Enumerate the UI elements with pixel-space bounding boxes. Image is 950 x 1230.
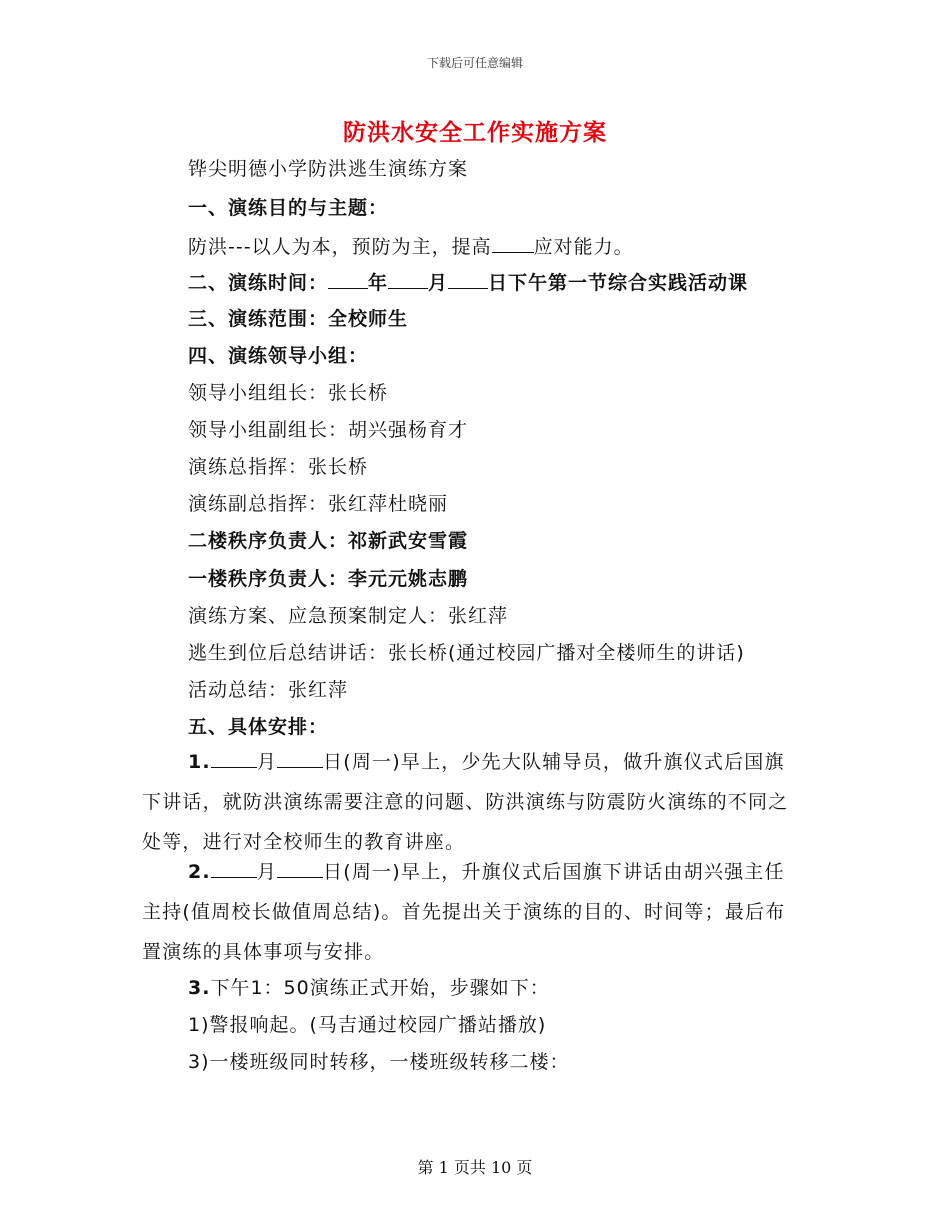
year-label: 年 <box>368 272 389 294</box>
month-label: 月 <box>256 751 278 773</box>
arrangement-item-2 <box>142 852 802 972</box>
arrangement-item-3 <box>188 975 550 1001</box>
section-1-heading: 一、演练目的与主题： <box>188 197 389 219</box>
role-line: 演练副总指挥：张红萍杜晓丽 <box>188 493 449 515</box>
month-label: 月 <box>256 861 278 883</box>
section-1-text-a: 防洪---以人为本，预防为主，提高 <box>188 236 492 258</box>
page-footer: 第 1 页共 10 页 <box>417 1158 533 1177</box>
section-4-heading: 四、演练领导小组： <box>188 345 369 367</box>
item-text: 日(周一)早上，升旗仪式后国旗下讲话由胡兴强主任主持(值周校长做值周总结)。首先提出关于演练的目的、时间等；最后布置演练的具体事项与安排。 <box>142 861 786 963</box>
arrangement-item-1 <box>142 742 802 862</box>
role-line-bold: 一楼秩序负责人：李元元姚志鹏 <box>188 568 469 590</box>
section-2-heading <box>188 268 748 296</box>
month-label: 月 <box>428 272 449 294</box>
blank-line <box>492 232 534 253</box>
blank-line <box>328 268 368 289</box>
blank-line <box>448 268 488 289</box>
blank-line <box>277 747 323 768</box>
section-5-heading: 五、具体安排： <box>188 716 329 738</box>
item-text: 下午1：50演练正式开始，步骤如下： <box>210 977 550 999</box>
role-line: 演练总指挥：张长桥 <box>188 456 369 478</box>
item-number: 1. <box>188 751 211 773</box>
item-number: 2. <box>188 861 211 883</box>
step-line: 3)一楼班级同时转移，一楼班级转移二楼： <box>188 1051 570 1073</box>
role-line: 活动总结：张红萍 <box>188 679 349 701</box>
document-title: 防洪水安全工作实施方案 <box>343 120 607 146</box>
subtitle: 铧尖明德小学防洪逃生演练方案 <box>188 158 469 180</box>
section-1-text-b: 应对能力。 <box>533 236 634 258</box>
item-number: 3. <box>188 977 211 999</box>
section-1-text <box>188 232 634 260</box>
blank-line <box>211 857 257 878</box>
section-3-heading: 三、演练范围：全校师生 <box>188 308 409 330</box>
role-line: 领导小组副组长：胡兴强杨育才 <box>188 419 469 441</box>
blank-line <box>211 747 257 768</box>
role-line: 演练方案、应急预案制定人：张红萍 <box>188 605 509 627</box>
section-2-label: 二、演练时间： <box>188 272 329 294</box>
page-header: 下载后可任意编辑 <box>426 56 523 70</box>
blank-line <box>277 857 323 878</box>
role-line: 逃生到位后总结讲话：张长桥(通过校园广播对全楼师生的讲话) <box>188 642 745 664</box>
item-text: 日(周一)早上，少先大队辅导员，做升旗仪式后国旗下讲话，就防洪演练需要注意的问题、防洪演练与防震防火演练的不同之处等，进行对全校师生的教育讲座。 <box>142 751 789 853</box>
step-line: 1)警报响起。(马吉通过校园广播站播放) <box>188 1014 547 1036</box>
blank-line <box>388 268 428 289</box>
role-line-bold: 二楼秩序负责人：祁新武安雪霞 <box>188 530 469 552</box>
day-label: 日下午第一节综合实践活动课 <box>488 272 749 294</box>
role-line: 领导小组组长：张长桥 <box>188 382 389 404</box>
